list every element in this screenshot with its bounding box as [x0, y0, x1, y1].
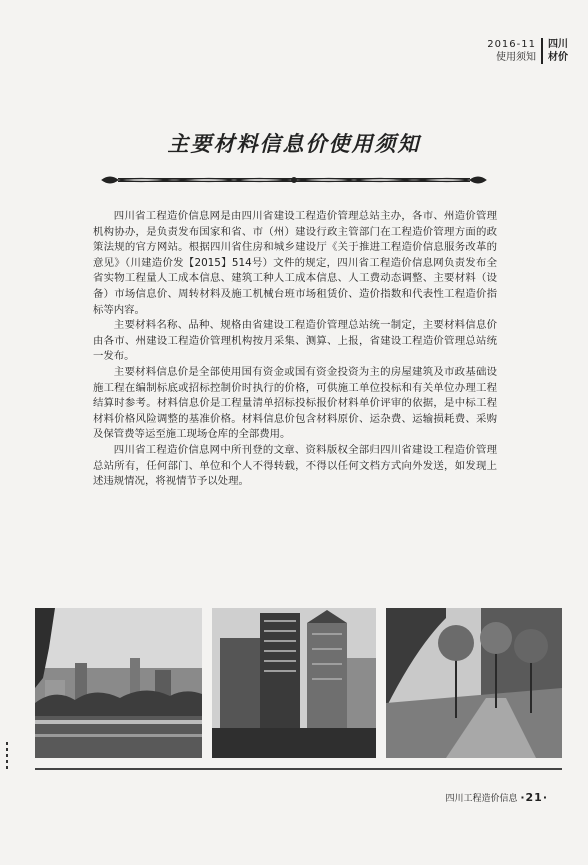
section-label: 使用须知 [496, 52, 536, 63]
photo-highrise-buildings [212, 608, 376, 758]
corner-header [487, 38, 568, 64]
publication-name: 四川工程造价信息 [445, 794, 518, 804]
paragraph-4: 四川省工程造价信息网中所刊登的文章、资料版权全部归四川省建设工程造价管理总站所有，任何部门、单位和个人不得转载，不得以任何文档方式向外发送，如发现上述违规情况，将视情节予以处理。 [93, 443, 497, 488]
brand-line-1: 四川 [548, 39, 568, 50]
brand-mark [543, 38, 568, 64]
page-number: ·21· [520, 791, 548, 804]
tree-lined-street-icon [386, 608, 562, 758]
highrise-buildings-icon [212, 608, 376, 758]
ornament-divider-icon [94, 172, 494, 188]
body-text [93, 209, 497, 490]
photo-tree-lined-street [386, 608, 562, 758]
page-title: 主要材料信息价使用须知 [167, 131, 421, 156]
paragraph-3: 主要材料信息价是全部使用国有资金或国有资金投资为主的房屋建筑及市政基础设施工程在编制标底或招标控制价时执行的价格，可供施工单位投标和有关单位办理工程结算时参考。材料信息价是工程量清单招标投标报价材料单价评审的依据，是中标工程材料价格风险调整的基准价格。材料信息价包含材料原价、运杂费、运输损耗费、采购及保管费等运至施工现场仓库的全部费用。 [93, 365, 497, 441]
paragraph-2: 主要材料名称、品种、规格由省建设工程造价管理总站统一制定，主要材料信息价由各市、州建设工程造价管理机构按月采集、测算、上报，省建设工程造价管理总站统一发布。 [93, 319, 497, 363]
paragraph-1: 四川省工程造价信息网是由四川省建设工程造价管理总站主办，各市、州造价管理机构协办，是负责发布国家和省、市（州）建设行政主管部门在工程造价管理方面的政策法规的官方网站。根据四川省住房和城乡建设厅《关于推进工程造价信息服务改革的意见》（川建造价发【2015】514号）文件的规定，四川省工程造价信息网负责发布全省实物工程量人工成本信息、建筑工种人工成本信息、人工费动态调整、主要材料（设备）市场信息价、周转材料及施工机械台班市场租赁价、造价指数和代表性工程造价指标等内容。 [93, 210, 497, 316]
corner-header-left [487, 38, 541, 64]
brand-line-2: 材价 [548, 52, 568, 63]
riverside-city-icon [35, 608, 202, 758]
photo-riverside-city [35, 608, 202, 758]
footer [445, 791, 548, 804]
footer-rule [35, 768, 562, 770]
issue-date: 2016-11 [487, 39, 536, 50]
binding-marks [6, 742, 9, 772]
